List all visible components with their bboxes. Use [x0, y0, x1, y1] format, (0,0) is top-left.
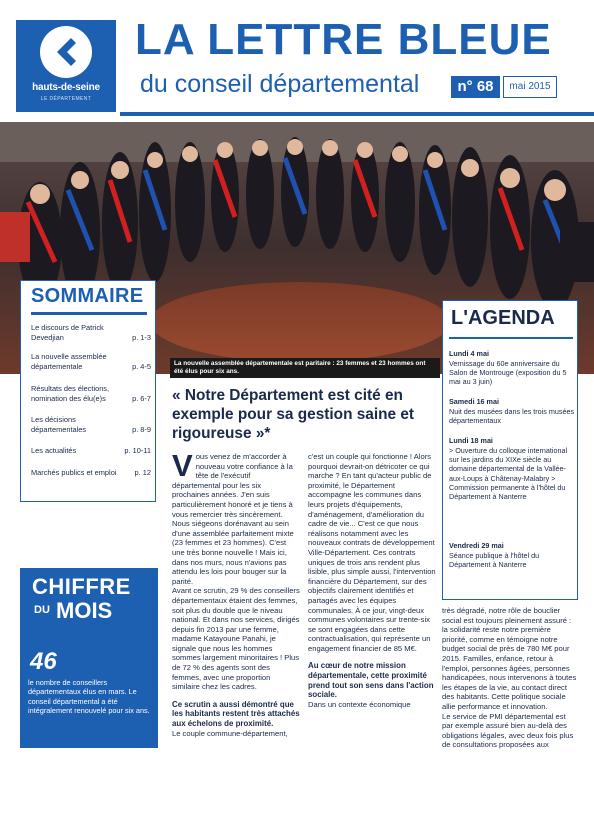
agenda-box: [442, 300, 578, 600]
toc-item[interactable]: [31, 352, 151, 371]
agenda-day: Lundi 18 mai: [449, 436, 493, 445]
agenda-day: Samedi 16 mai: [449, 397, 499, 406]
agenda-text: Vernissage du 60e anniversaire du Salon de Montrouge (exposition du 5 mai au 3 juin): [449, 359, 567, 387]
agenda-text: Nuit des musées dans les trois musées départementaux: [449, 407, 575, 426]
agenda-title: L'AGENDA: [451, 307, 555, 329]
header-divider: [120, 112, 594, 116]
newsletter-title: LA LETTRE BLEUE: [135, 15, 552, 64]
hauts-de-seine-logo[interactable]: [16, 20, 116, 112]
agenda-day: Vendredi 29 mai: [449, 541, 504, 550]
drop-cap: V: [172, 448, 193, 483]
issue-number: n° 68: [451, 76, 500, 98]
toc-item[interactable]: [31, 415, 151, 434]
photo-caption: La nouvelle assemblée départementale est paritaire : 23 femmes et 23 hommes ont été élus pour six ans.: [170, 358, 440, 378]
toc-item-page: p. 8-9: [132, 424, 151, 434]
toc-item-label: La nouvelle assemblée départementale: [31, 352, 107, 371]
chiffre-title: CHIFFRE: [32, 574, 131, 599]
toc-item-label: Résultats des élections, nomination des élu(e)s: [31, 384, 110, 403]
toc-item-label: Marchés publics et emploi: [31, 468, 117, 477]
article-column-2: [308, 452, 436, 709]
sommaire-title: SOMMAIRE: [31, 285, 144, 307]
toc-item-page: p. 6-7: [132, 393, 151, 403]
article-headline: « Notre Département est cité en exemple pour sa gestion saine et rigoureuse »*: [172, 387, 415, 442]
toc-item[interactable]: [31, 446, 151, 456]
article-paragraph: Le service de PMI départemental est par exemple assuré bien au-delà des obligations légales, avec deux fois plus de consultations proposées aux: [442, 711, 574, 750]
article-paragraph: ous venez de m'accorder à nouveau votre confiance à la tête de l'exécutif départemental pour les six prochaines années. J'en suis particulièrement honoré et je tiens à vous remercier très sincèrement. Nous siégeons dorénavant au sein d'une assemblée parfaitement mixte (23 femmes et 23 hommes). C'est une très bonne nouvelle ! Mais ici, dans nos murs, nous n'avions pas attendu les lois pour bouger sur la parité.: [172, 452, 294, 586]
agenda-day: Lundi 4 mai: [449, 349, 489, 358]
article-column-1: [172, 448, 300, 738]
sommaire-divider: [31, 312, 147, 315]
article-paragraph: très dégradé, notre rôle de bouclier social est toujours pleinement assuré : la solidarité reste notre première priorité, comme en témoigne notre budget social de près de 780 M€ pour 2015. Familles, enfance, retour à l'emploi, personnes âgées, personnes handicapées, nous intervenons à toutes les étapes de la vie, au contact direct des habitants. Cette politique sociale allie performance et innovation.: [442, 606, 577, 711]
article-column-3: [442, 606, 578, 750]
article-paragraph: Dans un contexte économique: [308, 699, 411, 709]
toc-item-label: Le discours de Patrick Devedjian: [31, 323, 104, 342]
toc-item-page: p. 4-5: [132, 361, 151, 371]
toc-item-label: Les décisions départementales: [31, 415, 87, 434]
toc-item[interactable]: [31, 323, 151, 342]
chiffre-number: 46: [30, 648, 57, 675]
chiffre-description: le nombre de conseillers départementaux élus en mars. Le conseil départemental a été intégralement renouvelé pour six ans.: [28, 678, 150, 716]
toc-item-page: p. 12: [134, 468, 151, 477]
toc-item-page: p. 1-3: [132, 332, 151, 342]
issue-date: mai 2015: [503, 76, 557, 98]
masthead: [0, 0, 594, 122]
chiffre-mois: MOIS: [56, 598, 113, 623]
toc-item[interactable]: [31, 384, 151, 403]
chiffre-du-mois-box: [20, 568, 158, 748]
logo-subtitle: LE DÉPARTEMENT: [40, 96, 92, 102]
chiffre-du: DU: [34, 604, 50, 616]
agenda-text: Séance publique à l'hôtel du Département à Nanterre: [449, 551, 540, 570]
logo-chevron-icon: [40, 26, 92, 78]
toc-item[interactable]: [31, 468, 151, 478]
article-paragraph: c'est un couple qui fonctionne ! Alors pourquoi devrait-on détricoter ce qui marche ? En tant qu'acteur public de proximité, le Département accompagne les communes dans leurs projets d'équipements, d'aménagement, d'amélioration du cadre de vie... C'est ce que nous réalisons notamment avec les nouveaux contrats de développement Ville-Département. Ces contrats uniques de trois ans rendent plus lisible, plus simple aussi, l'intervention financière du Département, sur des objectifs clairement identifiés et partagés avec les équipes communales. À ce jour, vingt-deux communes volontaires sur trente-six se sont engagées dans cette contractualisation, qui représente un engagement financier de 85 M€.: [308, 452, 436, 653]
article-subhead: Au cœur de notre mission départementale, cette proximité prend tout son sens dans l'action sociale.: [308, 661, 434, 700]
agenda-text: > Ouverture du colloque international sur les jardins du XIXe siècle au domaine départemental de la Vallée-aux-Loups à Châtenay-Malabry > Commission permanente à l'hôtel du Département à Nanterre: [449, 446, 568, 502]
article-paragraph: Avant ce scrutin, 29 % des conseillers départementaux étaient des femmes, soit plus du double que le niveau national. Et dans nos services, dirigés depuis fin 2013 par une femme, madame Katayoune Panahi, je signale que nous les hommes sommes largement minoritaires ! Plus de 72 % des agents sont des femmes, avec une proportion similaire chez les cadres.: [172, 586, 300, 692]
newsletter-subtitle: du conseil départemental: [140, 70, 420, 98]
logo-name: hauts-de-seine: [32, 82, 100, 93]
table-of-contents: [20, 280, 156, 502]
article-subhead: Ce scrutin a aussi démontré que les habitants restent très attachés aux échelons de proximité.: [172, 699, 300, 729]
article-paragraph: Le couple commune-département,: [172, 728, 288, 738]
agenda-divider: [449, 337, 573, 339]
toc-item-page: p. 10-11: [124, 446, 151, 455]
toc-item-label: Les actualités: [31, 446, 77, 455]
